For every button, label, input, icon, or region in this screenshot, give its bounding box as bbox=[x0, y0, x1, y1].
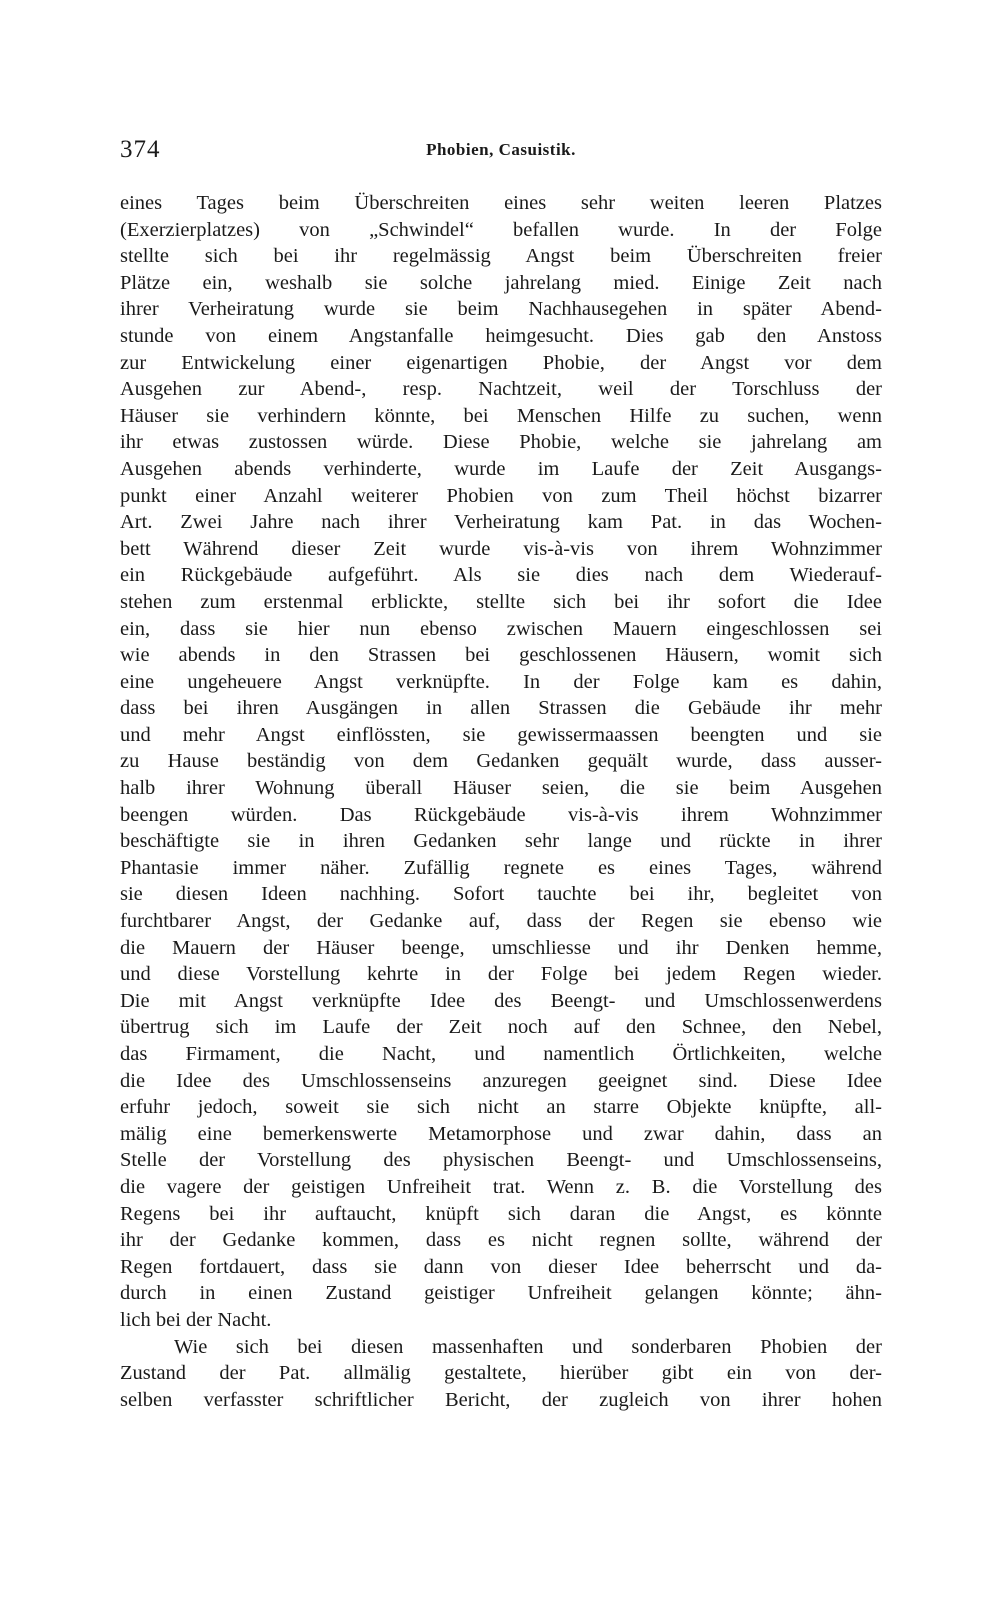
text-line: sie diesen Ideen nachhing. Sofort tauchte bei ihr, begleitet von bbox=[120, 883, 882, 906]
text-line: dass bei ihren Ausgängen in allen Strassen die Gebäude ihr mehr bbox=[120, 697, 882, 720]
text-line: zur Entwickelung einer eigenartigen Phobie, der Angst vor dem bbox=[120, 351, 882, 374]
text-line: die Idee des Umschlossenseins anzuregen geeignet sind. Diese Idee bbox=[120, 1069, 882, 1092]
text-line: furchtbarer Angst, der Gedanke auf, dass der Regen sie ebenso wie bbox=[120, 910, 882, 933]
text-line: halb ihrer Wohnung überall Häuser seien, die sie beim Ausgehen bbox=[120, 777, 882, 800]
text-line: die Mauern der Häuser beenge, umschliesse und ihr Denken hemme, bbox=[120, 936, 882, 959]
text-line: übertrug sich im Laufe der Zeit noch auf den Schnee, den Nebel, bbox=[120, 1016, 882, 1039]
running-head bbox=[120, 136, 882, 176]
text-line: zu Hause beständig von dem Gedanken gequält wurde, dass ausser- bbox=[120, 750, 882, 773]
text-line: stellte sich bei ihr regelmässig Angst beim Überschreiten freier bbox=[120, 245, 882, 268]
text-line: ihrer Verheiratung wurde sie beim Nachhausegehen in später Abend- bbox=[120, 298, 882, 321]
text-line: punkt einer Anzahl weiterer Phobien von zum Theil höchst bizarrer bbox=[120, 484, 882, 507]
text-line: stehen zum erstenmal erblickte, stellte sich bei ihr sofort die Idee bbox=[120, 590, 882, 613]
text-line: Wie sich bei diesen massenhaften und sonderbaren Phobien der bbox=[174, 1335, 882, 1358]
text-line: ein Rückgebäude aufgeführt. Als sie dies nach dem Wiederauf- bbox=[120, 564, 882, 587]
page-number: 374 bbox=[120, 136, 161, 163]
running-title: Phobien, Casuistik. bbox=[426, 140, 576, 159]
text-line: ihr etwas zustossen würde. Diese Phobie, welche sie jahrelang am bbox=[120, 431, 882, 454]
text-line: durch in einen Zustand geistiger Unfreiheit gelangen könnte; ähn- bbox=[120, 1282, 882, 1305]
text-line: Plätze ein, weshalb sie solche jahrelang mied. Einige Zeit nach bbox=[120, 271, 882, 294]
text-line: stunde von einem Angstanfalle heimgesucht. Dies gab den Anstoss bbox=[120, 324, 882, 347]
text-line: beschäftigte sie in ihren Gedanken sehr lange und rückte in ihrer bbox=[120, 830, 882, 853]
text-line: wie abends in den Strassen bei geschlossenen Häusern, womit sich bbox=[120, 644, 882, 667]
text-line: lich bei der Nacht. bbox=[120, 1308, 272, 1331]
text-line: bett Während dieser Zeit wurde vis-à-vis von ihrem Wohnzimmer bbox=[120, 537, 882, 560]
text-line: Regens bei ihr auftaucht, knüpft sich daran die Angst, es könnte bbox=[120, 1202, 882, 1225]
text-line: Art. Zwei Jahre nach ihrer Verheiratung kam Pat. in das Wochen- bbox=[120, 511, 882, 534]
text-line: selben verfasster schriftlicher Bericht, der zugleich von ihrer hohen bbox=[120, 1388, 882, 1411]
text-line: Ausgehen abends verhinderte, wurde im Laufe der Zeit Ausgangs- bbox=[120, 457, 882, 480]
paragraph bbox=[120, 190, 882, 1334]
text-line: und mehr Angst einflössten, sie gewissermaassen beengten und sie bbox=[120, 723, 882, 746]
body-text bbox=[120, 190, 882, 1413]
paragraph bbox=[120, 1334, 882, 1414]
text-line: ihr der Gedanke kommen, dass es nicht regnen sollte, während der bbox=[120, 1229, 882, 1252]
text-line: Zustand der Pat. allmälig gestaltete, hierüber gibt ein von der- bbox=[120, 1362, 882, 1385]
text-line: eines Tages beim Überschreiten eines sehr weiten leeren Platzes bbox=[120, 192, 882, 214]
text-line: ein, dass sie hier nun ebenso zwischen Mauern eingeschlossen sei bbox=[120, 617, 882, 640]
text-line: erfuhr jedoch, soweit sie sich nicht an starre Objekte knüpfte, all- bbox=[120, 1096, 882, 1119]
text-line: eine ungeheuere Angst verknüpfte. In der Folge kam es dahin, bbox=[120, 670, 882, 693]
text-line: die vagere der geistigen Unfreiheit trat. Wenn z. B. die Vorstellung des bbox=[120, 1175, 882, 1198]
text-line: Häuser sie verhindern könnte, bei Menschen Hilfe zu suchen, wenn bbox=[120, 404, 882, 427]
text-line: und diese Vorstellung kehrte in der Folge bei jedem Regen wieder. bbox=[120, 963, 882, 986]
text-line: Ausgehen zur Abend-, resp. Nachtzeit, weil der Torschluss der bbox=[120, 378, 882, 401]
text-line: das Firmament, die Nacht, und namentlich Örtlichkeiten, welche bbox=[120, 1043, 882, 1065]
text-line: mälig eine bemerkenswerte Metamorphose und zwar dahin, dass an bbox=[120, 1122, 882, 1145]
text-line: Die mit Angst verknüpfte Idee des Beengt- und Umschlossenwerdens bbox=[120, 989, 882, 1012]
text-line: (Exerzierplatzes) von „Schwindel“ befallen wurde. In der Folge bbox=[120, 218, 882, 241]
text-line: Phantasie immer näher. Zufällig regnete es eines Tages, während bbox=[120, 856, 882, 879]
text-line: Stelle der Vorstellung des physischen Beengt- und Umschlossenseins, bbox=[120, 1149, 882, 1172]
text-line: Regen fortdauert, dass sie dann von dieser Idee beherrscht und da- bbox=[120, 1255, 882, 1278]
text-line: beengen würden. Das Rückgebäude vis-à-vis ihrem Wohnzimmer bbox=[120, 803, 882, 826]
